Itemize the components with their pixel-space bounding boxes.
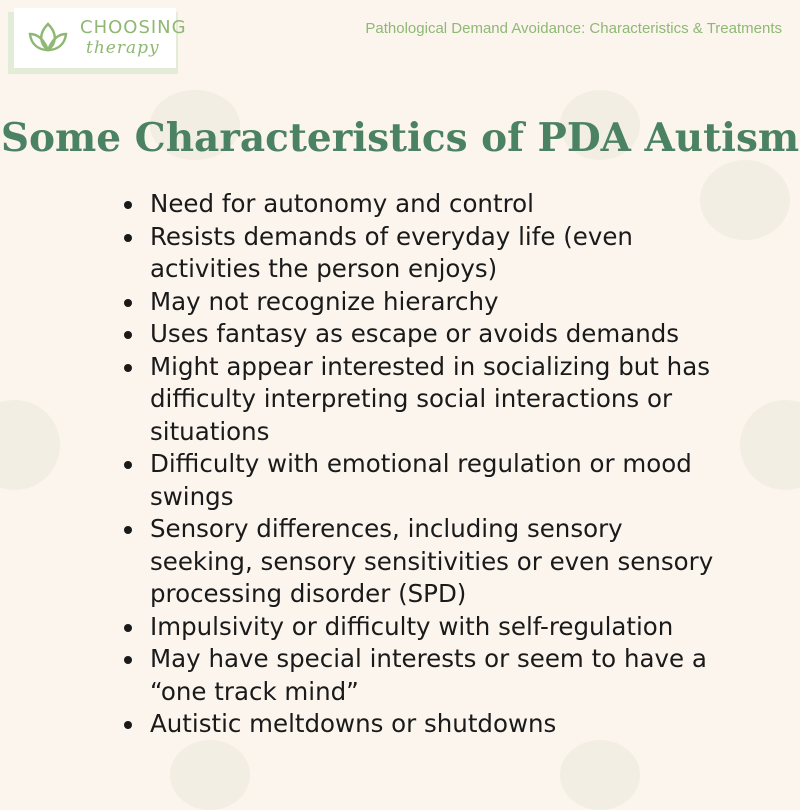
list-item-text: Autistic meltdowns or shutdowns (150, 709, 557, 738)
bullet-icon (124, 331, 132, 339)
bullet-icon (124, 624, 132, 632)
list-item-text: Might appear interested in socializing but has difficulty interpreting social interactions or situations (150, 351, 710, 446)
list-item-text: Sensory differences, including sensory seeking, sensory sensitivities or even sensory processing disorder (SPD) (150, 514, 714, 608)
list-item-text: Uses fantasy as escape or avoids demands (150, 319, 680, 348)
list-item (110, 221, 730, 286)
background-shape (740, 400, 800, 490)
choosing-therapy-logo (14, 8, 187, 68)
bullet-icon (124, 461, 132, 469)
list-item (110, 611, 730, 644)
list-item (110, 708, 730, 741)
list-item-text: May not recognize hierarchy (150, 286, 499, 316)
bullet-icon (124, 721, 132, 729)
bullet-icon (124, 201, 132, 209)
list-item-text: Difficulty with emotional regulation or mood swings (150, 449, 692, 511)
page-title: Some Characteristics of PDA Autism (0, 115, 800, 161)
bullet-icon (124, 526, 132, 534)
list-item (110, 188, 730, 221)
list-item-text: May have special interests or seem to have a “one track mind” (150, 644, 707, 706)
characteristics-list (110, 188, 730, 741)
lotus-leaf-icon (28, 20, 68, 56)
list-item (110, 643, 730, 708)
list-item (110, 351, 730, 449)
list-item-text: Need for autonomy and control (150, 189, 534, 218)
article-title-caption: Pathological Demand Avoidance: Characteristics & Treatments (365, 20, 782, 37)
list-item (110, 318, 730, 351)
background-shape (0, 400, 60, 490)
bullet-icon (124, 234, 132, 242)
bullet-icon (124, 364, 132, 372)
list-item (110, 513, 730, 611)
list-item-text: Resists demands of everyday life (even activities the person enjoys) (150, 221, 633, 283)
bullet-icon (124, 299, 132, 307)
logo-text-choosing: CHOOSING (80, 17, 187, 38)
list-item-text: Impulsivity or difficulty with self-regulation (150, 611, 674, 641)
logo-text-therapy: therapy (86, 38, 160, 58)
bullet-icon (124, 656, 132, 664)
list-item (110, 448, 730, 513)
list-item (110, 286, 730, 319)
